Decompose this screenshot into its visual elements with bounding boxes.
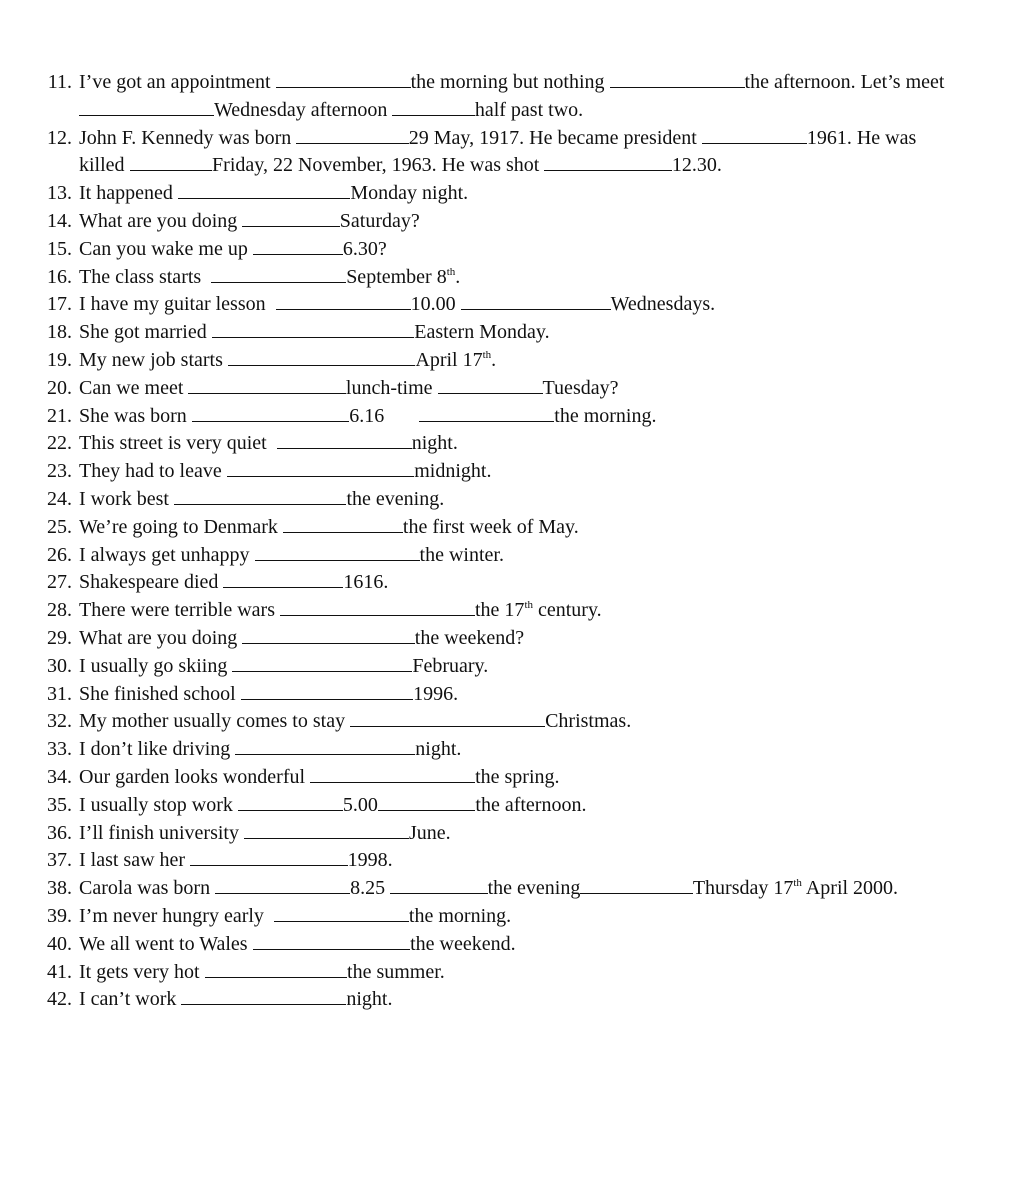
sentence-text: I’ve got an appointment (79, 71, 276, 93)
answer-blank[interactable] (350, 710, 545, 727)
sentence-text: the summer. (347, 960, 445, 983)
answer-blank[interactable] (274, 905, 409, 922)
item-sentence (79, 847, 990, 875)
exercise-item (40, 264, 990, 292)
item-number: 21. (47, 404, 72, 427)
answer-blank[interactable] (296, 127, 409, 144)
item-number: 34. (47, 765, 72, 788)
sentence-text: Carola was born (79, 877, 216, 900)
answer-blank[interactable] (227, 460, 415, 477)
sentence-text: midnight. (414, 460, 492, 483)
exercise-item (40, 69, 990, 125)
sentence-text: night. (346, 988, 393, 1011)
item-number: 17. (47, 293, 72, 316)
sentence-text: This street is very quiet (79, 432, 277, 455)
sentence-text: Wednesday afternoon (214, 98, 393, 121)
sentence-text: I’ll finish university (79, 821, 244, 844)
exercise-item (40, 597, 990, 625)
sentence-text: My new job starts (79, 348, 228, 371)
answer-blank[interactable] (310, 766, 475, 783)
sentence-text: . (491, 348, 497, 371)
item-sentence (79, 69, 990, 125)
sentence-text: Friday, 22 November, 1963. He was shot (212, 154, 545, 177)
item-number: 11. (47, 71, 72, 93)
sentence-text: The class starts (79, 265, 212, 288)
sentence-text: 1998. (347, 849, 393, 872)
sentence-text: I always get unhappy (79, 543, 255, 566)
item-number: 39. (47, 904, 72, 927)
exercise-item (40, 681, 990, 709)
sentence-text: . (455, 265, 461, 288)
answer-blank[interactable] (235, 738, 415, 755)
item-number: 12. (47, 126, 72, 149)
item-number: 29. (47, 626, 72, 649)
answer-blank[interactable] (277, 432, 412, 449)
answer-blank[interactable] (205, 961, 348, 978)
exercise-item (40, 959, 990, 987)
sentence-text: Can we meet (79, 376, 189, 399)
sentence-text: What are you doing (79, 209, 243, 232)
answer-blank[interactable] (242, 627, 415, 644)
answer-blank[interactable] (244, 822, 409, 839)
exercise-item (40, 403, 990, 431)
exercise-item (40, 180, 990, 208)
answer-blank[interactable] (378, 794, 476, 811)
sentence-text: They had to leave (79, 460, 227, 483)
sentence-text: the winter. (419, 543, 504, 566)
sentence-text: Eastern Monday. (414, 321, 550, 344)
answer-blank[interactable] (211, 266, 346, 283)
sentence-text: the evening. (346, 487, 445, 510)
sentence-text: 8.25 (350, 877, 391, 900)
sentence-text: I usually stop work (79, 793, 238, 816)
sentence-text: It happened (79, 182, 178, 205)
sentence-text: I usually go skiing (79, 654, 233, 677)
item-number: 35. (47, 793, 72, 816)
sentence-text: I don’t like driving (79, 738, 236, 761)
sentence-text: 6.16 (349, 404, 420, 427)
answer-blank[interactable] (242, 210, 340, 227)
exercise-item (40, 375, 990, 403)
answer-blank[interactable] (610, 71, 745, 88)
answer-blank[interactable] (130, 154, 213, 171)
answer-blank[interactable] (255, 544, 420, 561)
item-number: 30. (47, 654, 72, 677)
exercise-item (40, 458, 990, 486)
item-number: 28. (47, 599, 72, 622)
answer-blank[interactable] (232, 655, 412, 672)
exercise-item (40, 514, 990, 542)
answer-blank[interactable] (190, 849, 348, 866)
answer-blank[interactable] (276, 71, 411, 88)
sentence-text: I can’t work (79, 988, 182, 1011)
sentence-text: 1996. (413, 682, 459, 705)
answer-blank[interactable] (192, 405, 350, 422)
item-sentence (79, 764, 990, 792)
item-number: 25. (47, 515, 72, 538)
exercise-item (40, 347, 990, 375)
item-sentence (79, 236, 990, 264)
answer-blank[interactable] (238, 794, 343, 811)
item-number: 38. (47, 877, 72, 900)
sentence-text: the first week of May. (402, 515, 579, 538)
answer-blank[interactable] (276, 293, 411, 310)
item-sentence (79, 597, 990, 625)
item-sentence (79, 403, 990, 431)
item-number: 31. (47, 682, 72, 705)
sentence-text: the weekend. (410, 932, 516, 955)
item-sentence (79, 264, 990, 292)
answer-blank[interactable] (212, 321, 415, 338)
item-number: 23. (47, 460, 72, 483)
exercise-item (40, 847, 990, 875)
item-number: 41. (47, 960, 72, 983)
exercise-item (40, 903, 990, 931)
sentence-text: Christmas. (545, 710, 632, 733)
ordinal-suffix: th (482, 348, 492, 361)
ordinal-suffix: th (446, 265, 456, 278)
sentence-text: Saturday? (339, 209, 420, 232)
item-number: 14. (47, 209, 72, 232)
item-sentence (79, 458, 990, 486)
sentence-text: I work best (79, 487, 174, 510)
exercise-item (40, 208, 990, 236)
item-sentence (79, 625, 990, 653)
item-sentence (79, 347, 990, 375)
item-sentence (79, 820, 990, 848)
item-number: 16. (47, 265, 72, 288)
sentence-text: What are you doing (79, 626, 243, 649)
sentence-text: the spring. (475, 765, 560, 788)
item-number: 18. (47, 321, 72, 344)
sentence-text: 6.30? (342, 237, 387, 260)
sentence-text: Monday night. (350, 182, 469, 205)
exercise-item (40, 764, 990, 792)
item-number: 32. (47, 710, 72, 733)
sentence-text: half past two. (474, 98, 584, 121)
ordinal-suffix: th (524, 599, 533, 612)
answer-blank[interactable] (181, 988, 346, 1005)
sentence-text: the morning. (408, 904, 512, 927)
sentence-text: killed (79, 154, 130, 177)
answer-blank[interactable] (283, 516, 403, 533)
sentence-text: She got married (79, 321, 212, 344)
item-sentence (79, 792, 990, 820)
sentence-text: the afternoon. Let’s meet (744, 71, 945, 93)
answer-blank[interactable] (223, 571, 343, 588)
sentence-text: I have my guitar lesson (79, 293, 276, 316)
item-sentence (79, 931, 990, 959)
sentence-text: the morning but nothing (410, 71, 610, 93)
answer-blank[interactable] (419, 405, 554, 422)
sentence-text: Wednesdays. (610, 293, 716, 316)
answer-blank[interactable] (390, 877, 488, 894)
exercise-item (40, 653, 990, 681)
sentence-text: June. (408, 821, 451, 844)
item-sentence (79, 986, 990, 1014)
item-number: 33. (47, 738, 72, 761)
item-sentence (79, 708, 990, 736)
answer-blank[interactable] (280, 599, 475, 616)
answer-blank[interactable] (461, 293, 611, 310)
answer-blank[interactable] (392, 99, 475, 116)
sentence-text: the 17 (475, 599, 525, 622)
sentence-text: Tuesday? (542, 376, 619, 399)
exercise-item (40, 820, 990, 848)
item-sentence (79, 208, 990, 236)
exercise-item (40, 430, 990, 458)
answer-blank[interactable] (188, 377, 346, 394)
item-number: 15. (47, 237, 72, 260)
item-sentence (79, 653, 990, 681)
answer-blank[interactable] (178, 182, 351, 199)
item-sentence (79, 569, 990, 597)
sentence-text: the morning. (554, 404, 657, 427)
sentence-text: lunch-time (345, 376, 438, 399)
answer-blank[interactable] (253, 933, 411, 950)
item-sentence (79, 514, 990, 542)
item-number: 27. (47, 571, 72, 594)
answer-blank[interactable] (79, 99, 214, 116)
item-number: 13. (47, 182, 72, 205)
sentence-text: Thursday 17 (692, 877, 794, 900)
sentence-text: February. (412, 654, 489, 677)
sentence-text: century. (533, 599, 602, 622)
exercise-item (40, 708, 990, 736)
sentence-text: 1961. He was (806, 126, 917, 149)
sentence-text: September 8 (346, 265, 447, 288)
exercise-item (40, 792, 990, 820)
item-sentence (79, 375, 990, 403)
sentence-text: I’m never hungry early (79, 904, 274, 927)
item-sentence (79, 681, 990, 709)
prepositions-exercise-list (40, 69, 990, 1014)
item-sentence (79, 875, 990, 903)
item-number: 36. (47, 821, 72, 844)
sentence-text: April 2000. (801, 877, 899, 900)
item-sentence (79, 430, 990, 458)
item-number: 26. (47, 543, 72, 566)
sentence-text: 29 May, 1917. He became president (408, 126, 702, 149)
answer-blank[interactable] (438, 377, 543, 394)
exercise-item (40, 931, 990, 959)
sentence-text: It gets very hot (79, 960, 205, 983)
sentence-text: 1616. (343, 571, 389, 594)
sentence-text: the afternoon. (475, 793, 587, 816)
sentence-text: We all went to Wales (79, 932, 253, 955)
item-number: 19. (47, 348, 72, 371)
exercise-item (40, 625, 990, 653)
item-number: 40. (47, 932, 72, 955)
sentence-text: Shakespeare died (79, 571, 224, 594)
exercise-item (40, 986, 990, 1014)
answer-blank[interactable] (174, 488, 347, 505)
sentence-text: Can you wake me up (79, 237, 253, 260)
sentence-text: the weekend? (414, 626, 525, 649)
sentence-text: 10.00 (410, 293, 461, 316)
item-number: 42. (47, 988, 72, 1011)
answer-blank[interactable] (241, 683, 414, 700)
answer-blank[interactable] (253, 238, 343, 255)
item-number: 20. (47, 376, 72, 399)
sentence-text: My mother usually comes to stay (79, 710, 351, 733)
exercise-item (40, 486, 990, 514)
sentence-text: April 17 (415, 348, 483, 371)
sentence-text: 5.00 (342, 793, 378, 816)
exercise-item (40, 236, 990, 264)
ordinal-suffix: th (793, 877, 802, 890)
item-number: 22. (47, 432, 72, 455)
sentence-text: She was born (79, 404, 192, 427)
item-sentence (79, 486, 990, 514)
answer-blank[interactable] (702, 127, 807, 144)
sentence-text: We’re going to Denmark (79, 515, 283, 538)
sentence-text: the evening (487, 877, 581, 900)
item-sentence (79, 736, 990, 764)
sentence-text: She finished school (79, 682, 241, 705)
sentence-text: night. (415, 738, 462, 761)
answer-blank[interactable] (215, 877, 350, 894)
item-sentence (79, 319, 990, 347)
exercise-item (40, 319, 990, 347)
item-sentence (79, 903, 990, 931)
sentence-text: John F. Kennedy was born (79, 126, 297, 149)
exercise-item (40, 875, 990, 903)
exercise-item (40, 542, 990, 570)
sentence-text: I last saw her (79, 849, 191, 872)
sentence-text: night. (411, 432, 458, 455)
item-sentence (79, 959, 990, 987)
exercise-item (40, 125, 990, 181)
exercise-item (40, 291, 990, 319)
item-sentence (79, 542, 990, 570)
answer-blank[interactable] (580, 877, 693, 894)
item-number: 37. (47, 849, 72, 872)
sentence-text: Our garden looks wonderful (79, 765, 311, 788)
item-sentence (79, 291, 990, 319)
answer-blank[interactable] (544, 154, 672, 171)
sentence-text: 12.30. (671, 154, 722, 177)
item-sentence (79, 180, 990, 208)
item-sentence (79, 125, 990, 181)
item-number: 24. (47, 487, 72, 510)
exercise-item (40, 736, 990, 764)
exercise-item (40, 569, 990, 597)
answer-blank[interactable] (228, 349, 416, 366)
sentence-text: There were terrible wars (79, 599, 280, 622)
